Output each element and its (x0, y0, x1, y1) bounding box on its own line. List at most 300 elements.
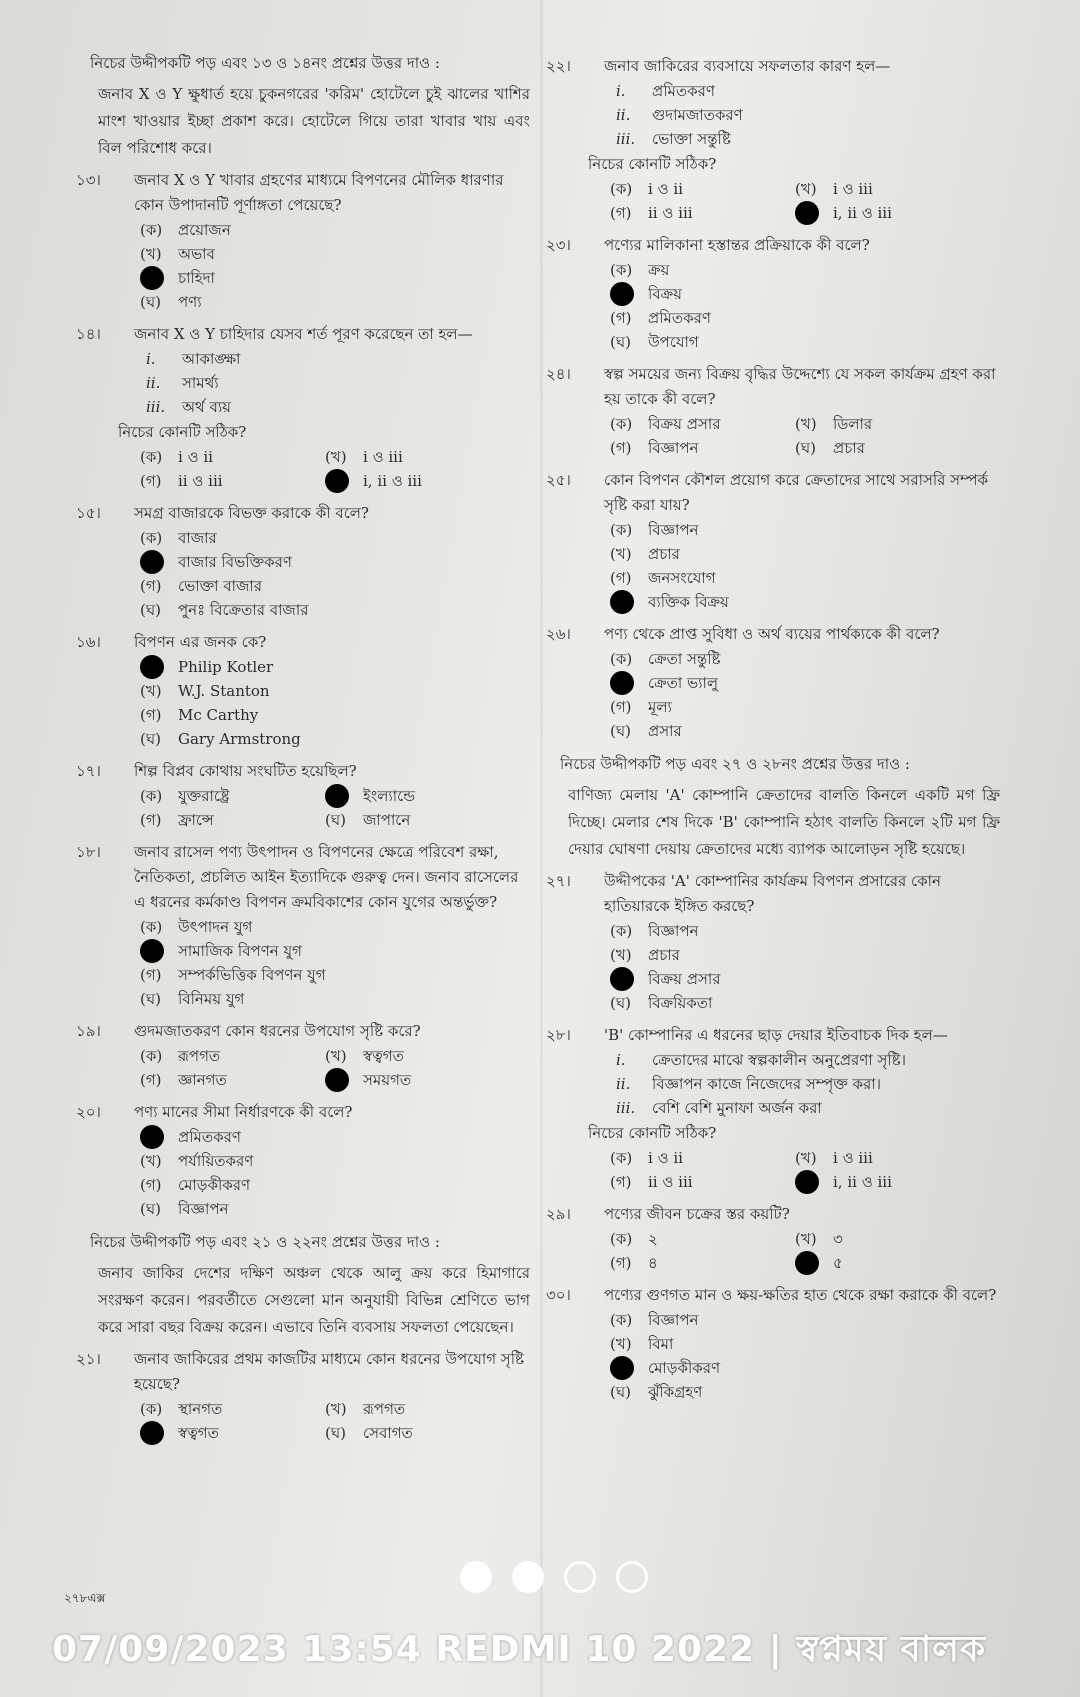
question-item (76, 1100, 530, 1221)
option-label: (ক) (140, 448, 163, 466)
option-label: (ঘ) (610, 1383, 631, 1401)
option-label: (ক) (610, 650, 633, 668)
option-text: অভাব (178, 245, 215, 263)
option[interactable] (140, 963, 530, 987)
paper-fold (540, 0, 543, 1697)
photo-timestamp-watermark: 07/09/2023 13:54 REDMI 10 2022 | স্বপ্নময় বালক (52, 1629, 987, 1670)
option-label: (ঘ) (610, 994, 631, 1012)
question-item (76, 1019, 530, 1092)
option-label: (ক) (140, 1047, 163, 1065)
statement-numeral: ii. (146, 374, 161, 392)
option-text: বিজ্ঞাপন (178, 1200, 229, 1218)
statement-item (146, 395, 530, 419)
option-text: ভোক্তা বাজার (178, 577, 263, 595)
option[interactable] (610, 330, 1000, 354)
option-label: (খ) (610, 1335, 632, 1353)
option-text: ৩ (833, 1230, 843, 1248)
option-marked[interactable] (610, 282, 1000, 306)
option-marked[interactable] (610, 1356, 1000, 1380)
option-text: ৫ (833, 1254, 843, 1272)
statement-item (146, 371, 530, 395)
option-text: স্বত্বগত (363, 1047, 404, 1065)
question-number: ১৭। (76, 762, 101, 780)
option[interactable] (610, 719, 1000, 743)
option-text: ক্রেতা ভ্যালু (648, 674, 719, 692)
option-text: সম্পর্কভিত্তিক বিপণন যুগ (178, 966, 326, 984)
option[interactable] (795, 412, 965, 436)
option-text: প্রমিতকরণ (178, 1128, 241, 1146)
option-list (610, 177, 1000, 225)
statement-item (616, 1072, 1000, 1096)
option-label: (খ) (795, 415, 817, 433)
option[interactable] (140, 218, 530, 242)
right-column (546, 50, 1000, 1412)
question-text: সমগ্র বাজারকে বিভক্ত করাকে কী বলে? (134, 504, 369, 522)
option-text: Philip Kotler (178, 658, 274, 676)
question-number: ১৪। (76, 325, 101, 343)
option-text: রূপগত (178, 1047, 221, 1065)
option-label: (গ) (140, 706, 162, 724)
option[interactable] (610, 695, 1000, 719)
option-label: (গ) (140, 577, 162, 595)
page-dot-2[interactable] (512, 1561, 544, 1593)
filled-answer-bubble-icon (325, 1068, 349, 1092)
option[interactable] (140, 808, 325, 832)
question-text: স্বল্প সময়ের জন্য বিক্রয় বৃদ্ধির উদ্দেশ্যে যে সকল কার্যক্রম গ্রহণ করা হয় তাকে কী বলে? (604, 365, 996, 408)
option[interactable] (795, 1146, 965, 1170)
option[interactable] (610, 647, 1000, 671)
option-text: পুনঃ বিক্রেতার বাজার (178, 601, 309, 619)
statement-item (616, 1048, 1000, 1072)
question-item (76, 168, 530, 314)
question-number: ১৯। (76, 1022, 101, 1040)
option-text: i, ii ও iii (833, 1173, 892, 1191)
option-text: প্রয়োজন (178, 221, 231, 239)
option-marked[interactable] (795, 1170, 965, 1194)
option[interactable] (610, 412, 795, 436)
option-label: (ঘ) (140, 293, 161, 311)
option[interactable] (140, 445, 325, 469)
option-text: মোড়কীকরণ (178, 1176, 251, 1194)
filled-answer-bubble-icon (795, 1170, 819, 1194)
option-text: Gary Armstrong (178, 730, 301, 748)
question-item (76, 759, 530, 832)
statement-list (616, 79, 1000, 151)
option[interactable] (610, 1308, 1000, 1332)
option[interactable] (140, 1197, 530, 1221)
filled-answer-bubble-icon (140, 550, 164, 574)
question-text: পণ্যের জীবন চক্রের স্তর কয়টি? (604, 1205, 790, 1223)
option-label: (ক) (610, 1230, 633, 1248)
question-text: শিল্প বিপ্লব কোথায় সংঘটিত হয়েছিল? (134, 762, 357, 780)
option[interactable] (610, 542, 1000, 566)
question-text: কোন বিপণন কৌশল প্রয়োগ করে ক্রেতাদের সাথে সরাসরি সম্পর্ক সৃষ্টি করা যায়? (604, 471, 988, 514)
option-text: উৎপাদন যুগ (178, 918, 253, 936)
option[interactable] (140, 727, 530, 751)
option-text: যুক্তরাষ্ট্রে (178, 787, 230, 805)
option-label: (ঘ) (325, 1424, 346, 1442)
option-label: (ঘ) (795, 439, 816, 457)
option-label: (গ) (140, 472, 162, 490)
option-text: i ও ii (648, 1149, 683, 1167)
option[interactable] (610, 1332, 1000, 1356)
stimulus-instruction: নিচের উদ্দীপকটি পড় এবং ১৩ ও ১৪নং প্রশ্নের উত্তর দাও : (90, 54, 440, 72)
option-list (140, 1397, 530, 1445)
option-text: বিজ্ঞাপন (648, 922, 699, 940)
option-label: (খ) (610, 946, 632, 964)
question-number: ২৭। (546, 872, 571, 890)
option-text: বিক্রয় (648, 285, 683, 303)
question-text: পণ্য মানের সীমা নির্ধারণকে কী বলে? (134, 1103, 353, 1121)
question-number: ২৬। (546, 625, 571, 643)
page-indicator[interactable] (460, 1561, 648, 1593)
option[interactable] (140, 598, 530, 622)
filled-answer-bubble-icon (140, 1421, 164, 1445)
page-dot-4[interactable] (616, 1561, 648, 1593)
option-marked[interactable] (140, 266, 530, 290)
statement-numeral: i. (616, 1051, 626, 1069)
option[interactable] (610, 258, 1000, 282)
option-marked[interactable] (610, 967, 1000, 991)
option-text: মূল্য (648, 698, 672, 716)
option-text: ক্রয় (648, 261, 670, 279)
left-column (76, 50, 530, 1453)
option[interactable] (140, 987, 530, 1011)
statement-numeral: ii. (616, 106, 631, 124)
option[interactable] (610, 1251, 795, 1275)
option-list (610, 919, 1000, 1015)
option-marked[interactable] (140, 550, 530, 574)
question-number: ২৫। (546, 471, 571, 489)
option-text: প্রচার (648, 946, 680, 964)
option-text: প্রচার (833, 439, 865, 457)
option-label: (ঘ) (140, 601, 161, 619)
option[interactable] (140, 915, 530, 939)
option-label: (খ) (325, 1047, 347, 1065)
option-label: (গ) (610, 1173, 632, 1191)
option-marked[interactable] (795, 201, 965, 225)
option[interactable] (795, 1227, 965, 1251)
question-text: বিপণন এর জনক কে? (134, 633, 267, 651)
option-list (140, 1044, 530, 1092)
option[interactable] (140, 1068, 325, 1092)
option-label: (ঘ) (610, 722, 631, 740)
option-marked[interactable] (325, 1068, 495, 1092)
question-text: উদ্দীপকের 'A' কোম্পানির কার্যক্রম বিপণন প্রসারের কোন হাতিয়ারকে ইঙ্গিত করছে? (604, 872, 941, 915)
option-label: (খ) (325, 448, 347, 466)
question-number: ২৮। (546, 1026, 571, 1044)
option-text: বিনিময় যুগ (178, 990, 245, 1008)
option-text: ২ (648, 1230, 658, 1248)
option[interactable] (140, 526, 530, 550)
option[interactable] (610, 991, 1000, 1015)
question-number: ২০। (76, 1103, 101, 1121)
option-text: পণ্য (178, 293, 202, 311)
option-text: বিজ্ঞাপন (648, 521, 699, 539)
option[interactable] (140, 469, 325, 493)
option-text: বিজ্ঞাপন (648, 439, 699, 457)
option[interactable] (325, 1397, 495, 1421)
option[interactable] (140, 1044, 325, 1068)
option[interactable] (610, 1380, 1000, 1404)
statement-text: অর্থ ব্যয় (182, 398, 232, 416)
statement-item (616, 1096, 1000, 1120)
option-text: ব্যক্তিক বিক্রয় (648, 593, 729, 611)
option-marked[interactable] (610, 671, 1000, 695)
page-dot-1[interactable] (460, 1561, 492, 1593)
option-text: ডিলার (833, 415, 873, 433)
option-list (610, 647, 1000, 743)
option[interactable] (795, 436, 965, 460)
filled-answer-bubble-icon (610, 590, 634, 614)
option[interactable] (140, 1173, 530, 1197)
option-marked[interactable] (140, 1125, 530, 1149)
option-label: (খ) (610, 545, 632, 563)
option-marked[interactable] (140, 1421, 325, 1445)
option-text: Mc Carthy (178, 706, 259, 724)
option-label: (গ) (610, 698, 632, 716)
option-text: বাজার বিভক্তিকরণ (178, 553, 292, 571)
question-number: ১৮। (76, 843, 101, 861)
option-label: (ক) (140, 221, 163, 239)
option[interactable] (795, 177, 965, 201)
option[interactable] (325, 1421, 495, 1445)
option-label: (ঘ) (325, 811, 346, 829)
option-label: (ঘ) (140, 1200, 161, 1218)
question-number: ১৩। (76, 171, 101, 189)
question-item (546, 362, 1000, 460)
question-number: ২৯। (546, 1205, 571, 1223)
option[interactable] (610, 201, 795, 225)
filled-answer-bubble-icon (140, 939, 164, 963)
question-number: ২৪। (546, 365, 571, 383)
option[interactable] (140, 1397, 325, 1421)
filled-answer-bubble-icon (610, 671, 634, 695)
option[interactable] (610, 919, 1000, 943)
option-text: i ও iii (833, 180, 873, 198)
option-text: ঝুঁকিগ্রহণ (648, 1383, 703, 1401)
question-text: পণ্যের মালিকানা হস্তান্তর প্রক্রিয়াকে কী বলে? (604, 236, 870, 254)
option-label: (গ) (140, 966, 162, 984)
option-list (140, 218, 530, 314)
option[interactable] (610, 177, 795, 201)
option-text: জনসংযোগ (648, 569, 716, 587)
filled-answer-bubble-icon (795, 1251, 819, 1275)
option-label: (ক) (610, 415, 633, 433)
option-marked[interactable] (325, 469, 495, 493)
option-text: বিক্রয় প্রসার (648, 970, 721, 988)
option-label: (ক) (610, 180, 633, 198)
filled-answer-bubble-icon (610, 1356, 634, 1380)
question-item (76, 1347, 530, 1445)
option-text: পর্যায়িতকরণ (178, 1152, 254, 1170)
option-label: (গ) (610, 1254, 632, 1272)
option-text: ফ্রান্সে (178, 811, 214, 829)
page-code: ২৭৮এক্স (64, 1591, 106, 1605)
option-text: ইংল্যান্ডে (363, 787, 416, 805)
option-marked[interactable] (140, 655, 530, 679)
option-list (610, 1227, 1000, 1275)
option-label: (খ) (795, 1230, 817, 1248)
statement-numeral: iii. (616, 1099, 636, 1117)
option[interactable] (140, 784, 325, 808)
question-number: ৩০। (546, 1286, 571, 1304)
option[interactable] (325, 808, 495, 832)
question-number: ২৩। (546, 236, 571, 254)
option[interactable] (610, 306, 1000, 330)
option[interactable] (140, 574, 530, 598)
option[interactable] (140, 242, 530, 266)
question-text: গুদমজাতকরণ কোন ধরনের উপযোগ সৃষ্টি করে? (134, 1022, 421, 1040)
statement-text: সামর্থ্য (182, 374, 219, 392)
option-marked[interactable] (325, 784, 495, 808)
option-text: ক্রেতা সন্তুষ্টি (648, 650, 721, 668)
which-correct-prompt: নিচের কোনটি সঠিক? (588, 155, 717, 173)
statement-text: প্রমিতকরণ (652, 82, 715, 100)
option-text: জাপানে (363, 811, 411, 829)
question-item (546, 54, 1000, 225)
option-label: (খ) (795, 180, 817, 198)
option-text: প্রমিতকরণ (648, 309, 711, 327)
option-text: বিক্রয় প্রসার (648, 415, 721, 433)
statement-numeral: i. (146, 350, 156, 368)
statement-text: আকাঙ্ক্ষা (182, 350, 241, 368)
question-item (76, 630, 530, 751)
option-label: (ক) (610, 521, 633, 539)
option-text: সেবাগত (363, 1424, 413, 1442)
option-list (140, 655, 530, 751)
option-label: (খ) (140, 1152, 162, 1170)
option-text: জ্ঞানগত (178, 1071, 227, 1089)
filled-answer-bubble-icon (610, 282, 634, 306)
option-text: মোড়কীকরণ (648, 1359, 721, 1377)
statement-item (616, 79, 1000, 103)
option-text: ৪ (648, 1254, 658, 1272)
statement-list (616, 1048, 1000, 1120)
option-text: চাহিদা (178, 269, 215, 287)
option[interactable] (325, 1044, 495, 1068)
option-text: প্রচার (648, 545, 680, 563)
option-marked[interactable] (795, 1251, 965, 1275)
option-label: (ক) (140, 1400, 163, 1418)
page-dot-3[interactable] (564, 1561, 596, 1593)
option-text: i, ii ও iii (833, 204, 892, 222)
question-text: 'B' কোম্পানির এ ধরনের ছাড় দেয়ার ইতিবাচক দিক হল— (604, 1026, 948, 1044)
question-item (546, 622, 1000, 743)
option-label: (ক) (610, 261, 633, 279)
option-label: (গ) (610, 309, 632, 327)
question-item (546, 1202, 1000, 1275)
question-item (546, 468, 1000, 614)
option-text: i ও iii (833, 1149, 873, 1167)
stimulus-text: জনাব জাকির দেশের দক্ষিণ অঞ্চল থেকে আলু ক্রয় করে হিমাগারে সংরক্ষণ করেন। পরবর্তীতে সেগুলো মান অনুযায়ী বিভিন্ন শ্রেণিতে ভাগ করে সারা বছর বিক্রয় করেন। এভাবে তিনি ব্যবসায় সফলতা পেয়েছেন। (98, 1264, 530, 1336)
option-text: ii ও iii (648, 1173, 693, 1191)
option[interactable] (140, 679, 530, 703)
option[interactable] (610, 1227, 795, 1251)
option-label: (খ) (140, 245, 162, 263)
option-list (610, 518, 1000, 614)
question-text: পণ্যের গুণগত মান ও ক্ষয়-ক্ষতির হাত থেকে রক্ষা করাকে কী বলে? (604, 1286, 997, 1304)
question-number: ১৫। (76, 504, 101, 522)
option-list (140, 915, 530, 1011)
option-label: (খ) (325, 1400, 347, 1418)
question-text: জনাব রাসেল পণ্য উৎপাদন ও বিপণনের ক্ষেত্রে পরিবেশ রক্ষা, নৈতিকতা, প্রচলিত আইন ইত্যাদিকে গুরুত্ব দেন। জনাব রাসেলের এ ধরনের কর্মকাণ্ড বিপণন ক্রমবিকাশের কোন যুগের অন্তর্ভুক্ত? (134, 843, 519, 911)
option[interactable] (140, 703, 530, 727)
statement-numeral: i. (616, 82, 626, 100)
option-text: বিজ্ঞাপন (648, 1311, 699, 1329)
option-list (140, 445, 530, 493)
option-text: সামাজিক বিপণন যুগ (178, 942, 302, 960)
option-text: বাজার (178, 529, 217, 547)
option[interactable] (610, 518, 1000, 542)
question-item (546, 869, 1000, 1015)
question-text: জনাব X ও Y চাহিদার যেসব শর্ত পূরণ করেছেন তা হল— (134, 325, 473, 343)
option[interactable] (610, 1146, 795, 1170)
option-label: (ঘ) (140, 990, 161, 1008)
filled-answer-bubble-icon (140, 266, 164, 290)
which-correct-prompt: নিচের কোনটি সঠিক? (118, 423, 247, 441)
statement-numeral: iii. (146, 398, 166, 416)
question-number: ১৬। (76, 633, 101, 651)
statement-text: ভোক্তা সন্তুষ্টি (652, 130, 731, 148)
option-text: স্থানগত (178, 1400, 223, 1418)
question-text: জনাব জাকিরের প্রথম কাজটির মাধ্যমে কোন ধরনের উপযোগ সৃষ্টি হয়েছে? (134, 1350, 524, 1393)
option-label: (ঘ) (610, 333, 631, 351)
option-label: (গ) (140, 811, 162, 829)
filled-answer-bubble-icon (795, 201, 819, 225)
stimulus-instruction: নিচের উদ্দীপকটি পড় এবং ২১ ও ২২নং প্রশ্নের উত্তর দাও : (90, 1233, 440, 1251)
option[interactable] (325, 445, 495, 469)
option-label: (খ) (795, 1149, 817, 1167)
option-text: i ও iii (363, 448, 403, 466)
option-list (610, 258, 1000, 354)
statement-item (616, 103, 1000, 127)
option-marked[interactable] (610, 590, 1000, 614)
option-label: (ক) (140, 918, 163, 936)
option-label: (ক) (610, 1311, 633, 1329)
option-list (610, 412, 1000, 460)
option-text: উপযোগ (648, 333, 699, 351)
option[interactable] (140, 1149, 530, 1173)
option-label: (গ) (140, 1176, 162, 1194)
option[interactable] (610, 436, 795, 460)
filled-answer-bubble-icon (325, 469, 349, 493)
option-label: (গ) (610, 204, 632, 222)
statement-text: বেশি বেশি মুনাফা অর্জন করা (652, 1099, 822, 1117)
option[interactable] (140, 290, 530, 314)
statement-text: বিজ্ঞাপন কাজে নিজেদের সম্পৃক্ত করা। (652, 1075, 882, 1093)
option-list (610, 1146, 1000, 1194)
option-text: i, ii ও iii (363, 472, 422, 490)
question-text: পণ্য থেকে প্রাপ্ত সুবিধা ও অর্থ ব্যয়ের পার্থক্যকে কী বলে? (604, 625, 940, 643)
statement-text: ক্রেতাদের মাঝে স্বল্পকালীন অনুপ্রেরণা সৃষ্টি। (652, 1051, 907, 1069)
option-list (140, 526, 530, 622)
option-label: (খ) (140, 682, 162, 700)
option[interactable] (610, 943, 1000, 967)
option-label: (ক) (610, 1149, 633, 1167)
option[interactable] (610, 1170, 795, 1194)
filled-answer-bubble-icon (140, 655, 164, 679)
question-item (76, 840, 530, 1011)
stimulus-text: জনাব X ও Y ক্ষুধার্ত হয়ে চুকনগরের 'করিম' হোটেলে চুই ঝালের খাশির মাংশ খাওয়ার ইচ্ছা প্রকাশ করে। হোটেলে গিয়ে তারা খাবার খায় এবং বিল পরিশোধ করে। (98, 85, 530, 157)
statement-numeral: ii. (616, 1075, 631, 1093)
question-item (76, 322, 530, 493)
statement-list (146, 347, 530, 419)
option-text: সময়গত (363, 1071, 412, 1089)
option-marked[interactable] (140, 939, 530, 963)
option[interactable] (610, 566, 1000, 590)
option-label: (ক) (140, 787, 163, 805)
